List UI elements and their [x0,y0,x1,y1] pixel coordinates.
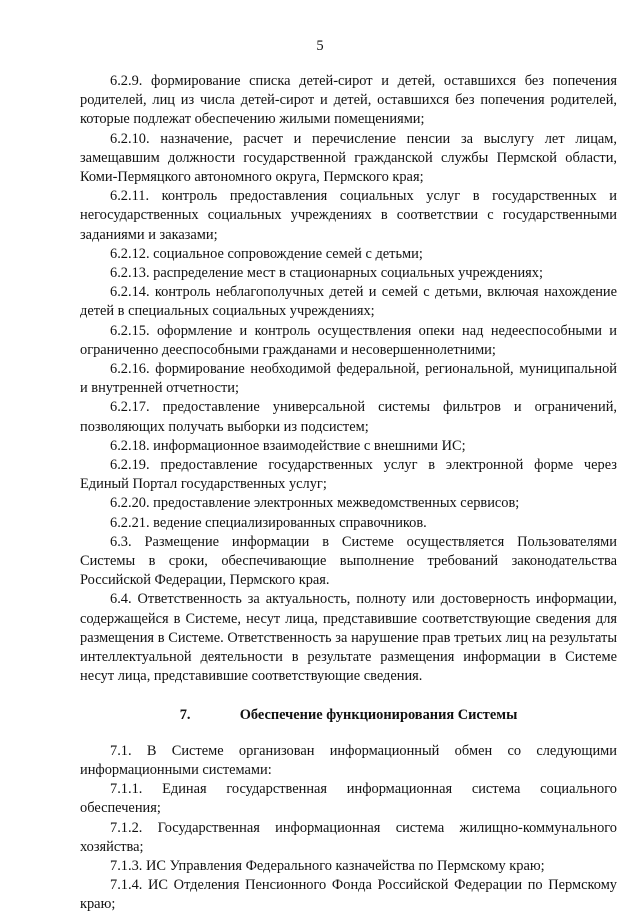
paragraph: 6.2.12. социальное сопровождение семей с детьми; [110,245,423,262]
document-body [80,72,617,915]
page-number: 5 [316,38,324,54]
paragraph: 6.2.18. информационное взаимодействие с внешними ИС; [110,437,466,454]
paragraph: 6.2.15. оформление и контроль осуществления опеки над недееспособными и ограниченно дееспособными гражданами и несовершеннолетними; [80,322,617,358]
section-title: Обеспечение функционирования Системы [239,706,518,723]
paragraph: 6.2.14. контроль неблагополучных детей и семей с детьми, включая нахождение детей в специальных социальных учреждениях; [80,284,617,320]
paragraph: 7.1. В Системе организован информационный обмен со следующими информационными системами: [80,742,617,778]
paragraph: 7.1.1. Единая государственная информационная система социального обеспечения; [80,781,617,817]
paragraph: 7.1.2. Государственная информационная система жилищно-коммунального хозяйства; [80,819,617,855]
paragraph: 6.3. Размещение информации в Системе осуществляется Пользователями Системы в сроки, обеспечивающие выполнение требований законодательства Российской Федерации, Пермского края. [80,533,617,589]
paragraph: 6.2.19. предоставление государственных услуг в электронной форме через Единый Портал государственных услуг; [80,457,617,493]
paragraph: 6.2.10. назначение, расчет и перечисление пенсии за выслугу лет лицам, замещавшим должности государственной гражданской службы Пермской области, Коми-Пермяцкого автономного округа, Пермского края; [80,130,617,186]
section-number: 7. [179,706,191,723]
paragraph: 7.1.3. ИС Управления Федерального казначейства по Пермскому краю; [110,857,545,874]
paragraph: 6.2.16. формирование необходимой федеральной, региональной, муниципальной и внутренней отчетности; [80,361,617,397]
section-heading [80,706,617,725]
paragraph: 6.2.21. ведение специализированных справочников. [110,514,427,531]
paragraph: 6.2.13. распределение мест в стационарных социальных учреждениях; [110,265,543,282]
paragraph: 6.4. Ответственность за актуальность, полноту или достоверность информации, содержащейся в Системе, несут лица, представившие соответствующие сведения для размещения в Системе. Ответственность за нарушение прав третьих лиц на результаты интеллектуальной деятельности в результате размещения информации в Системе несут лица, представившие соответствующие сведения. [80,591,617,685]
paragraph: 6.2.17. предоставление универсальной системы фильтров и ограничений, позволяющих получать выборки из подсистем; [80,399,617,435]
paragraph: 7.1.4. ИС Отделения Пенсионного Фонда Российской Федерации по Пермскому краю; [80,877,617,913]
paragraph: 6.2.9. формирование списка детей-сирот и детей, оставшихся без попечения родителей, лиц из числа детей-сирот и детей, оставшихся без попечения родителей, которые подлежат обеспечению жилыми помещениями; [80,73,617,128]
paragraph: 6.2.20. предоставление электронных межведомственных сервисов; [110,495,520,512]
paragraph: 6.2.11. контроль предоставления социальных услуг в государственных и негосударственных социальных учреждениях в соответствии с государственными заданиями и заказами; [80,188,617,243]
